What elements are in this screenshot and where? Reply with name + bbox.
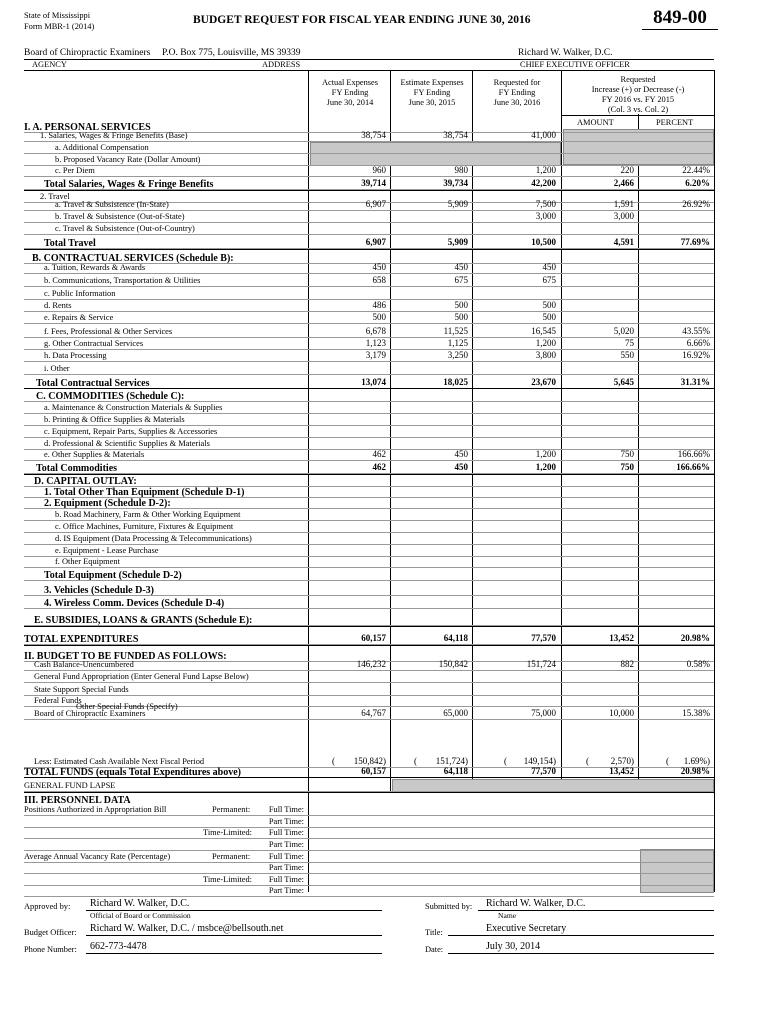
row-label: I. A. PERSONAL SERVICES [24, 122, 151, 133]
row-value-col-2: 150,842 [438, 659, 468, 669]
shaded-additional-comp [310, 142, 561, 166]
row-value-col-4: 13,452 [609, 766, 634, 776]
row-label: 4. Wireless Comm. Devices (Schedule D-4) [44, 598, 225, 609]
row-value-col-3: 3,000 [535, 211, 556, 221]
row-value-col-4: 3,000 [613, 211, 634, 221]
row-value-col-4: 10,000 [609, 708, 634, 718]
row-label: Less: Estimated Cash Available Next Fiscal Period [34, 757, 205, 766]
row-value-col-2: 65,000 [443, 708, 468, 718]
state-label: State of Mississippi [24, 11, 91, 20]
row-value-col-2: 11,525 [443, 326, 468, 336]
row-value-col-5: 26.92% [682, 199, 710, 209]
personnel-time: Part Time: [268, 886, 304, 895]
title-value: Executive Secretary [486, 923, 567, 934]
row-value-col-5: 166.66% [676, 462, 710, 472]
row-label: Cash Balance-Unencumbered [34, 660, 134, 669]
row-value-col-5: 20.98% [680, 766, 710, 776]
row-value-col-5: 166.66% [677, 449, 710, 459]
paren-open: ( [332, 756, 335, 766]
row-label: Total Salaries, Wages & Fringe Benefits [44, 179, 214, 190]
row-label: 2. Travel [40, 192, 70, 201]
personnel-type: Time-Limited: [203, 828, 253, 837]
column-header-c4-line-1: Increase (+) or Decrease (-) [591, 85, 685, 94]
row-label: h. Data Processing [44, 351, 107, 360]
column-header-c4-line-0: Requested [620, 75, 656, 84]
row-value-col-1: 450 [372, 262, 386, 272]
phone-value: 662-773-4478 [90, 941, 147, 952]
page-title: BUDGET REQUEST FOR FISCAL YEAR ENDING JUNE 30, 2016 [193, 14, 531, 26]
row-label: State Support Special Funds [34, 685, 129, 694]
personnel-time: Full Time: [268, 828, 304, 837]
column-header-c1-line-1: FY Ending [331, 88, 369, 97]
row-value-col-1: 150,842) [353, 756, 386, 766]
row-label: II. BUDGET TO BE FUNDED AS FOLLOWS: [24, 651, 227, 662]
row-value-col-3: 149,154) [523, 756, 556, 766]
row-value-col-5: 43.55% [682, 326, 710, 336]
row-value-col-2: 39,734 [443, 178, 468, 188]
row-label: b. Proposed Vacancy Rate (Dollar Amount) [55, 155, 201, 164]
row-value-col-3: 1,200 [535, 165, 556, 175]
row-value-col-2: 450 [454, 462, 468, 472]
row-label: Total Contractual Services [36, 378, 150, 389]
row-value-col-3: 41,000 [531, 130, 556, 140]
row-value-col-5: 6.20% [685, 178, 710, 188]
row-label: e. Other Supplies & Materials [44, 450, 145, 459]
agency-name: Board of Chiropractic Examiners [24, 48, 151, 58]
row-value-col-3: 1,200 [535, 338, 556, 348]
row-label: B. CONTRACTUAL SERVICES (Schedule B): [32, 253, 234, 264]
row-value-col-2: 5,909 [447, 199, 468, 209]
personnel-time: Part Time: [268, 863, 304, 872]
row-value-col-4: 2,466 [613, 178, 634, 188]
row-label: Federal Funds [34, 696, 82, 705]
row-value-col-5: 20.98% [680, 633, 710, 643]
row-value-col-3: 450 [542, 262, 556, 272]
row-value-col-1: 60,157 [361, 766, 386, 776]
row-value-col-3: 42,200 [531, 178, 556, 188]
row-value-col-3: 675 [542, 275, 556, 285]
row-value-col-1: 60,157 [361, 633, 386, 643]
row-value-col-4: 5,020 [613, 326, 634, 336]
row-label: f. Other Equipment [55, 557, 120, 566]
row-value-col-4: 1,591 [613, 199, 634, 209]
row-value-col-3: 16,545 [531, 326, 556, 336]
row-label: c. Public Information [44, 289, 116, 298]
personnel-time: Full Time: [268, 805, 304, 814]
row-label: f. Fees, Professional & Other Services [44, 327, 173, 336]
row-value-col-3: 10,500 [531, 237, 556, 247]
row-label: a. Travel & Subsistence (In-State) [55, 200, 169, 209]
row-label: GENERAL FUND LAPSE [24, 781, 116, 790]
row-label: e. Repairs & Service [44, 313, 114, 322]
row-value-col-1: 38,754 [361, 130, 386, 140]
row-value-col-4: 550 [620, 350, 634, 360]
paren-open: ( [414, 756, 417, 766]
submitted-sub: Name [498, 911, 517, 920]
row-value-col-4: 882 [620, 659, 634, 669]
agency-label: AGENCY [32, 60, 67, 69]
row-label: TOTAL EXPENDITURES [24, 634, 139, 645]
row-value-col-5: 77.69% [680, 237, 710, 247]
row-value-col-5: 0.58% [686, 659, 710, 669]
row-value-col-2: 3,250 [447, 350, 468, 360]
row-value-col-1: 1,123 [365, 338, 386, 348]
column-header-c1-line-2: June 30, 2014 [326, 98, 374, 107]
row-label: i. Other [44, 364, 70, 373]
row-value-col-4: 220 [620, 165, 634, 175]
date-label: Date: [425, 945, 444, 954]
row-label: g. Other Contractual Services [44, 339, 144, 348]
row-label: b. Printing & Office Supplies & Materials [44, 415, 185, 424]
address-label: ADDRESS [262, 60, 301, 69]
submitted-value: Richard W. Walker, D.C. [486, 898, 586, 909]
row-value-col-4: 5,645 [613, 377, 634, 387]
row-value-col-3: 151,724 [526, 659, 556, 669]
row-label: d. Professional & Scientific Supplies & Materials [44, 439, 210, 448]
row-value-col-2: 64,118 [443, 766, 468, 776]
row-value-col-1: 658 [372, 275, 386, 285]
ceo-name: Richard W. Walker, D.C. [518, 48, 613, 58]
column-header-c2-line-1: FY Ending [413, 88, 451, 97]
row-value-col-2: 18,025 [443, 377, 468, 387]
row-label: b. Communications, Transportation & Utilities [44, 276, 201, 285]
row-label: 2. Equipment (Schedule D-2): [44, 498, 171, 509]
row-value-col-2: 500 [454, 300, 468, 310]
row-label: c. Equipment, Repair Parts, Supplies & Accessories [44, 427, 218, 436]
row-value-col-1: 6,678 [365, 326, 386, 336]
row-value-col-1: 39,714 [361, 178, 386, 188]
row-value-col-4: 2,570) [610, 756, 634, 766]
row-label: General Fund Appropriation (Enter General Fund Lapse Below) [34, 672, 249, 681]
row-label: 1. Salaries, Wages & Fringe Benefits (Base) [40, 131, 188, 140]
row-label: E. SUBSIDIES, LOANS & GRANTS (Schedule E): [34, 615, 253, 626]
row-value-col-5: 6.66% [686, 338, 710, 348]
personnel-type: Time-Limited: [203, 875, 253, 884]
paren-open: ( [666, 756, 669, 766]
row-value-col-3: 3,800 [535, 350, 556, 360]
submitted-label: Submitted by: [425, 902, 473, 911]
row-label: Total Travel [44, 238, 96, 249]
percent-header: PERCENT [656, 118, 694, 127]
officer-label: Budget Officer: [24, 928, 77, 937]
approved-sub: Official of Board or Commission [90, 911, 191, 920]
personnel-title: III. PERSONNEL DATA [24, 795, 131, 806]
row-value-col-2: 980 [454, 165, 468, 175]
row-value-col-2: 151,724) [435, 756, 468, 766]
row-value-col-4: 750 [620, 462, 634, 472]
column-header-c4-line-3: (Col. 3 vs. Col. 2) [607, 105, 669, 114]
row-value-col-3: 7,500 [535, 199, 556, 209]
personnel-time: Part Time: [268, 840, 304, 849]
row-value-col-4: 75 [625, 338, 634, 348]
row-value-col-2: 1,125 [447, 338, 468, 348]
row-value-col-1: 3,179 [365, 350, 386, 360]
row-value-col-3: 1,200 [535, 462, 556, 472]
shaded-vacancy [640, 849, 714, 893]
row-value-col-1: 960 [372, 165, 386, 175]
row-value-col-1: 462 [372, 462, 386, 472]
personnel-time: Part Time: [268, 817, 304, 826]
row-value-col-1: 146,232 [356, 659, 386, 669]
column-header-c3-line-2: June 30, 2016 [493, 98, 541, 107]
row-value-col-1: 6,907 [365, 199, 386, 209]
row-value-col-1: 64,767 [361, 708, 386, 718]
row-value-col-2: 450 [454, 262, 468, 272]
row-value-col-1: 13,074 [361, 377, 386, 387]
column-header-c1-line-0: Actual Expenses [321, 78, 379, 87]
column-header-c4-line-2: FY 2016 vs. FY 2015 [601, 95, 675, 104]
row-label: Total Equipment (Schedule D-2) [44, 570, 182, 581]
row-value-col-5: 31.31% [680, 377, 710, 387]
personnel-time: Full Time: [268, 852, 304, 861]
row-value-col-5: 1.69%) [683, 756, 710, 766]
other-special-label: Other Special Funds (Specify) [76, 702, 178, 711]
row-value-col-4: 750 [620, 449, 634, 459]
row-label: d. Rents [44, 301, 72, 310]
row-label: b. Road Machinery, Farm & Other Working Equipment [55, 510, 241, 519]
row-value-col-1: 462 [372, 449, 386, 459]
date-value: July 30, 2014 [486, 941, 541, 952]
row-value-col-1: 500 [372, 312, 386, 322]
row-label: e. Equipment - Lease Purchase [55, 546, 159, 555]
row-label: a. Maintenance & Construction Materials & Supplies [44, 403, 223, 412]
row-value-col-2: 64,118 [443, 633, 468, 643]
row-label: c. Office Machines, Furniture, Fixtures & Equipment [55, 522, 234, 531]
row-label: C. COMMODITIES (Schedule C): [36, 391, 185, 402]
vacancy-label: Average Annual Vacancy Rate (Percentage) [24, 852, 171, 861]
paren-open: ( [504, 756, 507, 766]
row-value-col-3: 23,670 [531, 377, 556, 387]
row-label: c. Travel & Subsistence (Out-of-Country) [55, 224, 195, 233]
row-value-col-1: 6,907 [365, 237, 386, 247]
row-value-col-1: 486 [372, 300, 386, 310]
row-label: Total Commodities [36, 463, 118, 474]
column-header-c2-line-0: Estimate Expenses [400, 78, 464, 87]
row-label: D. CAPITAL OUTLAY: [34, 476, 137, 487]
row-value-col-2: 38,754 [443, 130, 468, 140]
row-value-col-3: 77,570 [531, 766, 556, 776]
row-value-col-3: 500 [542, 312, 556, 322]
row-value-col-3: 1,200 [535, 449, 556, 459]
phone-label: Phone Number: [24, 945, 77, 954]
personnel-type: Permanent: [212, 852, 251, 861]
column-header-c2-line-2: June 30, 2015 [408, 98, 456, 107]
row-label: a. Additional Compensation [55, 143, 149, 152]
row-label: Board of Chiropractic Examiners [34, 709, 146, 718]
positions-label: Positions Authorized in Appropriation Bill [24, 805, 167, 814]
personnel-type: Permanent: [212, 805, 251, 814]
ceo-label: CHIEF EXECUTIVE OFFICER [520, 60, 630, 69]
row-label: d. IS Equipment (Data Processing & Telecommunications) [55, 534, 252, 543]
row-value-col-4: 13,452 [609, 633, 634, 643]
row-value-col-5: 16.92% [682, 350, 710, 360]
row-value-col-2: 5,909 [447, 237, 468, 247]
column-header-c3-line-1: FY Ending [498, 88, 536, 97]
row-label: TOTAL FUNDS (equals Total Expenditures above) [24, 767, 241, 778]
row-label: c. Per Diem [55, 166, 95, 175]
approved-value: Richard W. Walker, D.C. [90, 898, 190, 909]
shaded-base-increase [563, 129, 714, 165]
amount-header: AMOUNT [577, 118, 614, 127]
row-value-col-3: 500 [542, 300, 556, 310]
title-label: Title: [425, 928, 443, 937]
row-value-col-2: 450 [454, 449, 468, 459]
row-value-col-3: 75,000 [531, 708, 556, 718]
paren-open: ( [586, 756, 589, 766]
row-value-col-2: 500 [454, 312, 468, 322]
approved-label: Approved by: [24, 902, 71, 911]
row-label: b. Travel & Subsistence (Out-of-State) [55, 212, 185, 221]
agency-address: P.O. Box 775, Louisville, MS 39339 [162, 48, 301, 58]
row-value-col-5: 15.38% [682, 708, 710, 718]
personnel-time: Full Time: [268, 875, 304, 884]
row-value-col-4: 4,591 [613, 237, 634, 247]
form-label: Form MBR-1 (2014) [24, 22, 95, 31]
row-value-col-2: 675 [454, 275, 468, 285]
column-header-c3-line-0: Requested for [493, 78, 541, 87]
row-label: a. Tuition, Rewards & Awards [44, 263, 146, 272]
officer-value: Richard W. Walker, D.C. / msbce@bellsouth.net [90, 923, 284, 934]
form-number: 849-00 [642, 7, 718, 30]
row-value-col-3: 77,570 [531, 633, 556, 643]
row-label: 1. Total Other Than Equipment (Schedule D-1) [44, 487, 245, 498]
row-label: 3. Vehicles (Schedule D-3) [44, 585, 154, 596]
row-value-col-5: 22.44% [682, 165, 710, 175]
